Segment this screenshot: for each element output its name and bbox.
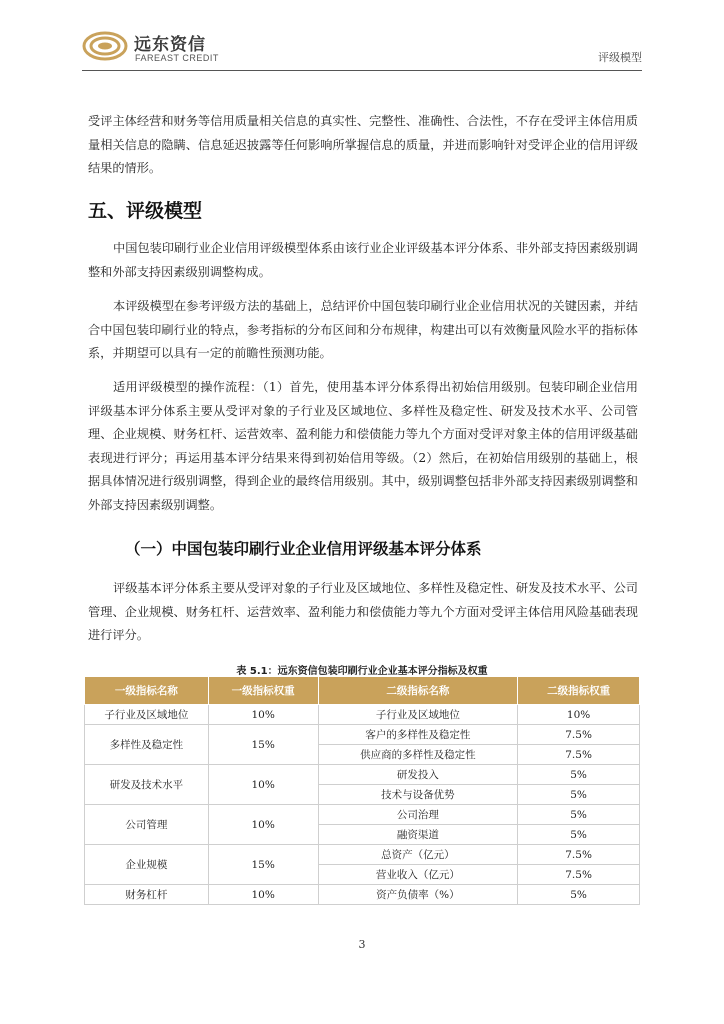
- fareast-logo-icon: [82, 28, 128, 64]
- level2-weight: 7.5%: [518, 725, 640, 745]
- level2-weight: 5%: [518, 825, 640, 845]
- brand-name-en: FAREAST CREDIT: [135, 53, 219, 63]
- level1-weight: 10%: [208, 765, 318, 805]
- header-level2-name: 二级指标名称: [318, 677, 518, 705]
- level1-weight: 15%: [208, 845, 318, 885]
- page-number: 3: [358, 938, 366, 951]
- level1-weight: 10%: [208, 705, 318, 725]
- subsection-heading: （一）中国包装印刷行业企业信用评级基本评分体系: [125, 540, 482, 558]
- level2-weight: 5%: [518, 765, 640, 785]
- paragraph-continuation: 受评主体经营和财务等信用质量相关信息的真实性、完整性、准确性、合法性，不存在受评主体信用质量相关信息的隐瞒、信息延迟披露等任何影响所掌握信息的质量，并进而影响针对受评企业的信用评级结果的情形。: [88, 114, 638, 175]
- header-level1-name: 一级指标名称: [85, 677, 209, 705]
- page-header: [82, 24, 642, 72]
- level2-name: 营业收入（亿元）: [318, 865, 518, 885]
- level1-name: 子行业及区域地位: [85, 705, 209, 725]
- table-header-row: [85, 677, 640, 705]
- header-level2-weight: 二级指标权重: [518, 677, 640, 705]
- level2-name: 客户的多样性及稳定性: [318, 725, 518, 745]
- level2-weight: 5%: [518, 805, 640, 825]
- level1-weight: 10%: [208, 885, 318, 905]
- header-level1-weight: 一级指标权重: [208, 677, 318, 705]
- table-row: [85, 725, 640, 745]
- level2-name: 供应商的多样性及稳定性: [318, 745, 518, 765]
- table-row: [85, 805, 640, 825]
- level2-name: 融资渠道: [318, 825, 518, 845]
- level2-weight: 5%: [518, 885, 640, 905]
- level1-name: 公司管理: [85, 805, 209, 845]
- level2-weight: 7.5%: [518, 845, 640, 865]
- level1-name: 企业规模: [85, 845, 209, 885]
- level1-name: 研发及技术水平: [85, 765, 209, 805]
- brand-name-cn: 远东资信: [134, 35, 206, 55]
- level1-name: 多样性及稳定性: [85, 725, 209, 765]
- level2-weight: 10%: [518, 705, 640, 725]
- level2-name: 子行业及区域地位: [318, 705, 518, 725]
- level2-name: 研发投入: [318, 765, 518, 785]
- level2-weight: 5%: [518, 785, 640, 805]
- level2-name: 技术与设备优势: [318, 785, 518, 805]
- table-row: [85, 885, 640, 905]
- level1-weight: 15%: [208, 725, 318, 765]
- paragraph-model-intro: 中国包装印刷行业企业信用评级模型体系由该行业企业评级基本评分体系、非外部支持因素级别调整和外部支持因素级别调整构成。: [88, 241, 638, 279]
- level2-weight: 7.5%: [518, 865, 640, 885]
- table-row: [85, 705, 640, 725]
- level1-weight: 10%: [208, 805, 318, 845]
- brand-logo: [82, 28, 302, 68]
- level2-name: 资产负债率（%）: [318, 885, 518, 905]
- indicator-weight-table: [84, 676, 640, 905]
- header-divider: [82, 70, 642, 71]
- paragraph-basic-scoring: 评级基本评分体系主要从受评对象的子行业及区域地位、多样性及稳定性、研发及技术水平、公司管理、企业规模、财务杠杆、运营效率、盈利能力和偿债能力等九个方面对受评主体信用风险基础表现进行评分。: [88, 581, 638, 642]
- paragraph-model-basis: 本评级模型在参考评级方法的基础上，总结评价中国包装印刷行业企业信用状况的关键因素，并结合中国包装印刷行业的特点，参考指标的分布区间和分布规律，构建出可以有效衡量风险水平的指标体系，并期望可以具有一定的前瞻性预测功能。: [88, 299, 638, 360]
- level2-weight: 7.5%: [518, 745, 640, 765]
- table-row: [85, 765, 640, 785]
- header-section-label: 评级模型: [598, 51, 642, 64]
- level2-name: 公司治理: [318, 805, 518, 825]
- level2-name: 总资产（亿元）: [318, 845, 518, 865]
- section-heading: 五、评级模型: [88, 200, 203, 222]
- table-caption: 表 5.1：远东资信包装印刷行业企业基本评分指标及权重: [236, 666, 488, 677]
- table-row: [85, 845, 640, 865]
- paragraph-model-procedure: 适用评级模型的操作流程：（1）首先，使用基本评分体系得出初始信用级别。包装印刷企业信用评级基本评分体系主要从受评对象的子行业及区域地位、多样性及稳定性、研发及技术水平、公司管理、企业规模、财务杠杆、运营效率、盈利能力和偿债能力等九个方面对受评对象主体的信用评级基础表现进行评分；再运用基本评分结果来得到初始信用等级。（2）然后，在初始信用级别的基础上，根据具体情况进行级别调整，得到企业的最终信用级别。其中，级别调整包括非外部支持因素级别调整和外部支持因素级别调整。: [88, 380, 638, 512]
- level1-name: 财务杠杆: [85, 885, 209, 905]
